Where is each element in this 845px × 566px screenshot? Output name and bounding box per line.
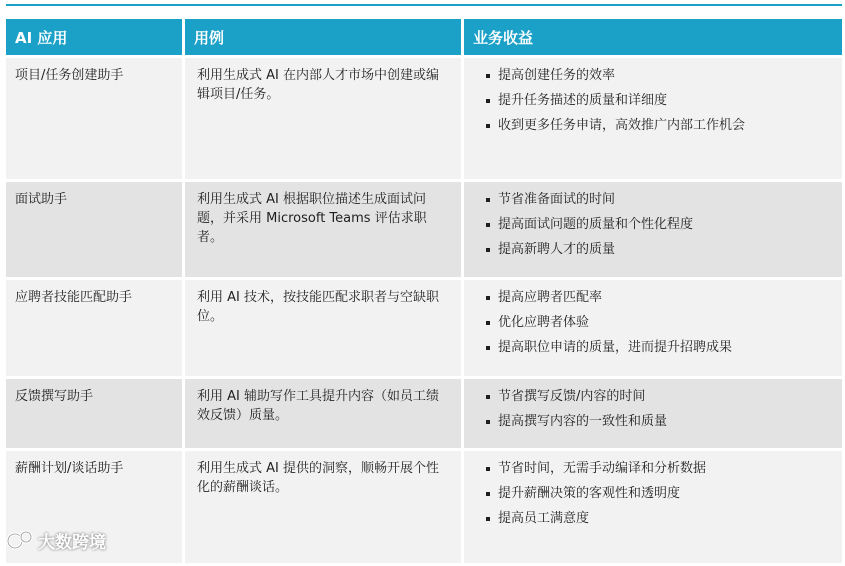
benefit-item: 提升薪酬决策的客观性和透明度: [486, 484, 834, 504]
benefit-item: 提升任务描述的质量和详细度: [486, 91, 834, 111]
use-case-cell: 利用生成式 AI 根据职位描述生成面试问题，并采用 Microsoft Teams 评估求职者。: [185, 182, 461, 280]
watermark-text: 大数跨境: [38, 532, 106, 553]
benefit-item: 提高应聘者匹配率: [486, 288, 834, 308]
benefit-item: 提高员工满意度: [486, 509, 834, 529]
ai-use-case-table: [3, 19, 845, 566]
benefits-cell: [464, 58, 842, 182]
use-case-cell: 利用生成式 AI 提供的洞察，顺畅开展个性化的薪酬谈话。: [185, 451, 461, 566]
table-row: [6, 451, 842, 566]
benefits-cell: [464, 280, 842, 379]
benefits-list: [473, 190, 834, 260]
table-row: [6, 280, 842, 379]
application-cell: 反馈撰写助手: [6, 379, 182, 451]
benefit-item: 提高撰写内容的一致性和质量: [486, 412, 834, 432]
benefit-item: 节省时间，无需手动编译和分析数据: [486, 459, 834, 479]
table-row: [6, 58, 842, 182]
table-row: [6, 379, 842, 451]
benefit-item: 节省撰写反馈/内容的时间: [486, 387, 834, 407]
table-header-row: [6, 19, 842, 58]
benefit-item: 提高创建任务的效率: [486, 66, 834, 86]
use-case-cell: 利用 AI 辅助写作工具提升内容（如员工绩效反馈）质量。: [185, 379, 461, 451]
header-ai-application: AI 应用: [6, 19, 182, 58]
benefits-cell: [464, 379, 842, 451]
benefits-cell: [464, 182, 842, 280]
benefit-item: 节省准备面试的时间: [486, 190, 834, 210]
application-cell: 项目/任务创建助手: [6, 58, 182, 182]
watermark-logo-icon: [6, 528, 34, 552]
benefit-item: 收到更多任务申请，高效推广内部工作机会: [486, 116, 834, 136]
benefits-cell: [464, 451, 842, 566]
benefits-list: [473, 66, 834, 136]
use-case-cell: 利用 AI 技术，按技能匹配求职者与空缺职位。: [185, 280, 461, 379]
benefit-item: 优化应聘者体验: [486, 313, 834, 333]
benefits-list: [473, 459, 834, 529]
benefit-item: 提高职位申请的质量，进而提升招聘成果: [486, 338, 834, 358]
watermark: [6, 527, 106, 553]
benefits-list: [473, 288, 834, 358]
header-use-case: 用例: [185, 19, 461, 58]
use-case-cell: 利用生成式 AI 在内部人才市场中创建或编辑项目/任务。: [185, 58, 461, 182]
header-business-benefits: 业务收益: [464, 19, 842, 58]
application-cell: 应聘者技能匹配助手: [6, 280, 182, 379]
table-row: [6, 182, 842, 280]
benefit-item: 提高面试问题的质量和个性化程度: [486, 215, 834, 235]
application-cell: 薪酬计划/谈话助手: [6, 451, 182, 566]
application-cell: 面试助手: [6, 182, 182, 280]
top-rule: [6, 4, 842, 6]
benefit-item: 提高新聘人才的质量: [486, 240, 834, 260]
benefits-list: [473, 387, 834, 432]
